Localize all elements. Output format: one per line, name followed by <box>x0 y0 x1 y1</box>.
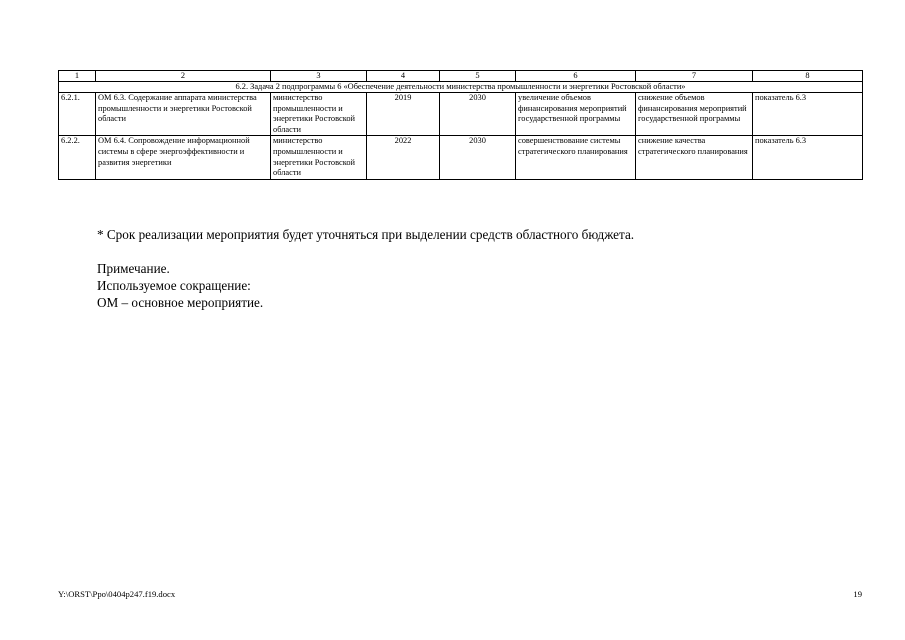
measures-table <box>58 70 863 180</box>
executor: министерство промышленности и энергетики Ростовской области <box>271 93 367 136</box>
header-cell: 4 <box>367 71 440 82</box>
remark-title: Примечание. <box>97 261 170 276</box>
header-cell: 2 <box>96 71 271 82</box>
executor: министерство промышленности и энергетики Ростовской области <box>271 136 367 179</box>
non-implementation-consequence: снижение объемов финансирования мероприятий государственной программы <box>636 93 753 136</box>
task-title: 6.2. Задача 2 подпрограммы 6 «Обеспечение деятельности министерства промышленности и энергетики Ростовской области» <box>59 82 863 93</box>
start-year: 2022 <box>367 136 440 179</box>
measure-name: ОМ 6.3. Содержание аппарата министерства промышленности и энергетики Ростовской области <box>96 93 271 136</box>
notes-section <box>97 226 797 311</box>
start-year: 2019 <box>367 93 440 136</box>
table-row <box>59 136 863 179</box>
indicator-link: показатель 6.3 <box>753 93 863 136</box>
indicator-link: показатель 6.3 <box>753 136 863 179</box>
abbreviation-title: Используемое сокращение: <box>97 278 251 293</box>
expected-result: совершенствование системы стратегического планирования <box>516 136 636 179</box>
measure-name: ОМ 6.4. Сопровождение информационной системы в сфере энергоэффективности и развития энергетики <box>96 136 271 179</box>
table-header-row <box>59 71 863 82</box>
header-cell: 6 <box>516 71 636 82</box>
page-number: 19 <box>853 589 862 599</box>
non-implementation-consequence: снижение качества стратегического планирования <box>636 136 753 179</box>
table-row <box>59 93 863 136</box>
header-cell: 3 <box>271 71 367 82</box>
header-cell: 8 <box>753 71 863 82</box>
task-title-row <box>59 82 863 93</box>
abbreviation-om: ОМ – основное мероприятие. <box>97 295 264 310</box>
file-path-footer: Y:\ORST\Ppo\0404p247.f19.docx <box>58 589 176 599</box>
end-year: 2030 <box>440 93 516 136</box>
header-cell: 7 <box>636 71 753 82</box>
row-number: 6.2.1. <box>59 93 96 136</box>
end-year: 2030 <box>440 136 516 179</box>
row-number: 6.2.2. <box>59 136 96 179</box>
header-cell: 5 <box>440 71 516 82</box>
footnote: * Срок реализации мероприятия будет уточняться при выделении средств областного бюджета. <box>97 227 635 242</box>
expected-result: увеличение объемов финансирования мероприятий государственной программы <box>516 93 636 136</box>
header-cell: 1 <box>59 71 96 82</box>
